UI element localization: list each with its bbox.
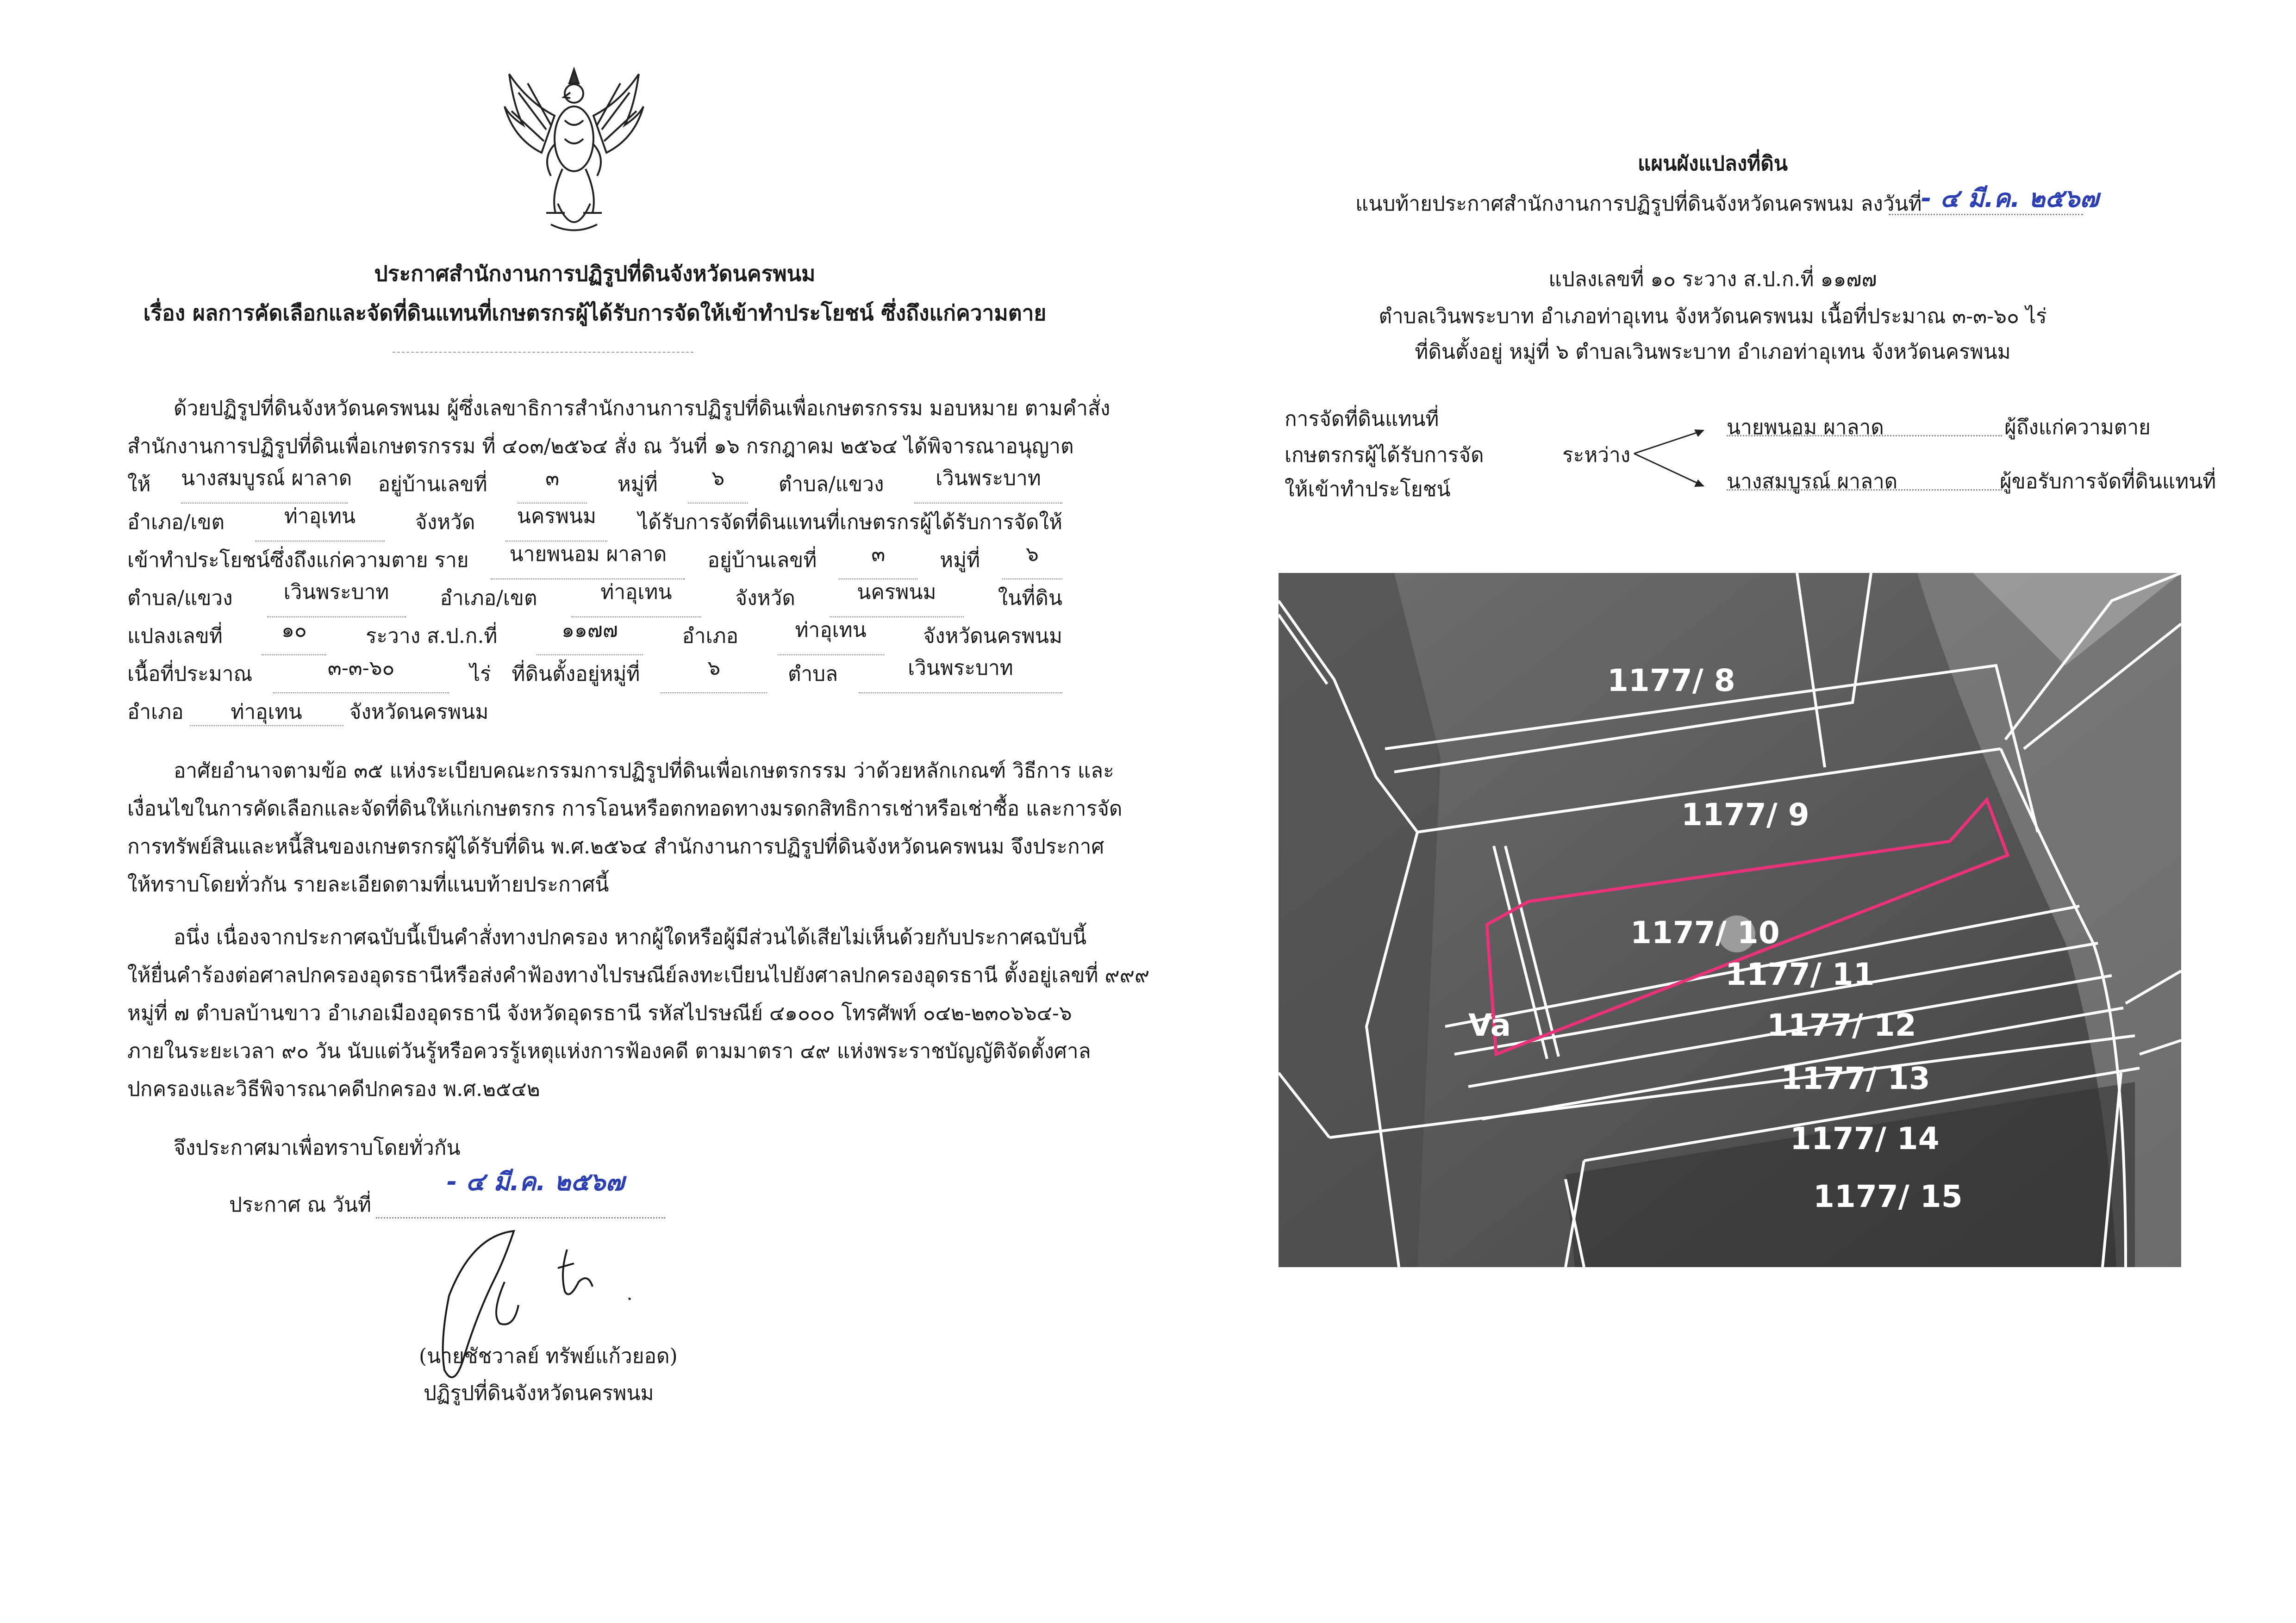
p1-line-7: [127, 617, 1062, 655]
recipient-amphoe: ท่าอุเทน: [255, 504, 385, 541]
p3-line-4: ภายในระยะเวลา ๙๐ วัน นับแต่วันรู้หรือควรรู้เหตุแห่งการฟ้องคดี ตามมาตรา ๔๙ แห่งพระราชบัญญัติจัดตั้งศาล: [127, 1039, 1091, 1063]
aerial-plot-map: [1279, 573, 2181, 1267]
text-segment: หมู่ที่: [940, 548, 980, 572]
p1-line-2: สำนักงานการปฏิรูปที่ดินเพื่อเกษตรกรรม ที่ ๔๐๓/๒๕๖๔ สั่ง ณ วันที่ ๑๖ กรกฎาคม ๒๕๖๔ ได้พิจารณาอนุญาต: [127, 435, 1074, 458]
text-segment: ตำบล/แขวง: [778, 473, 884, 496]
date-handwritten: - ๔ มี.ค. ๒๕๖๗: [447, 1167, 624, 1196]
paragraph-1: [127, 390, 1111, 731]
p2-line-2: เงื่อนไขในการคัดเลือกและจัดที่ดินให้แก่เกษตรกร การโอนหรือตกทอดทางมรดกสิทธิการเช่าหรือเช่าซื้อ และการจัด: [127, 797, 1123, 821]
deceased-moo: ๖: [1002, 541, 1062, 579]
text-segment: อยู่บ้านเลขที่: [707, 548, 817, 572]
announcement-title: ประกาศสำนักงานการปฏิรูปที่ดินจังหวัดนครพนม: [374, 261, 816, 286]
p2-line-3: การทรัพย์สินและหนี้สินของเกษตรกรผู้ได้รับที่ดิน พ.ศ.๒๕๖๔ สำนักงานการปฏิรูปที่ดินจังหวัดนครพนม จึงประกาศ: [127, 835, 1104, 858]
deceased-name: นายพนอม ผาลาด: [491, 541, 685, 579]
plot-label: 1177/ 9: [1681, 797, 1809, 833]
plot-label: 1177/ 10: [1630, 915, 1780, 951]
recipient-moo: ๖: [688, 466, 748, 504]
person-1-role: ผู้ถึงแก่ความตาย: [2004, 416, 2151, 439]
text-segment: ตำบล: [787, 662, 838, 686]
attach-date-handwritten: - ๔ มี.ค. ๒๕๖๗: [1921, 184, 2099, 213]
text-segment: หมู่ที่: [617, 473, 658, 496]
field-patch: [1279, 573, 1441, 1267]
recipient-province: นครพนม: [505, 504, 607, 541]
closing-text: จึงประกาศมาเพื่อทราบโดยทั่วกัน: [174, 1136, 461, 1160]
attach-text: แนบท้ายประกาศสำนักงานการปฏิรูปที่ดินจังหวัดนครพนม ลงวันที่: [1355, 192, 1922, 216]
alloc-label-1: การจัดที่ดินแทนที่: [1285, 407, 1439, 431]
person-2-name: นางสมบูรณ์ ผาลาด: [1727, 470, 1898, 493]
alloc-label-2: เกษตรกรผู้ได้รับการจัด: [1285, 443, 1484, 467]
sheet-number: ๑๑๗๗: [537, 617, 643, 655]
text-segment: ในที่ดิน: [998, 586, 1062, 610]
plot-area: ๓-๓-๖๐: [273, 655, 449, 693]
paragraph-3: [127, 919, 1150, 1108]
plot-amphoe-2: ท่าอุเทน: [190, 699, 343, 726]
text-segment: ที่ดินตั้งอยู่หมู่ที่: [512, 662, 640, 686]
text-segment: อำเภอ/เขต: [127, 510, 225, 534]
plot-line-1: แปลงเลขที่ ๑๐ ระวาง ส.ป.ก.ที่ ๑๑๗๗: [1548, 267, 1877, 291]
between-label: ระหว่าง: [1562, 443, 1631, 467]
recipient-name: นางสมบูรณ์ ผาลาด: [181, 466, 348, 504]
deceased-province: นครพนม: [830, 579, 964, 617]
p1-line-1: ด้วยปฏิรูปที่ดินจังหวัดนครพนม ผู้ซึ่งเลขาธิการสำนักงานการปฏิรูปที่ดินเพื่อเกษตรกรรม มอบหมาย ตามคำสั่ง: [174, 397, 1111, 420]
text-segment: อำเภอ/เขต: [440, 586, 537, 610]
text-segment: แปลงเลขที่: [127, 624, 223, 648]
plot-label: 1177/ 14: [1790, 1121, 1940, 1157]
deceased-amphoe: ท่าอุเทน: [571, 579, 701, 617]
p2-line-4: ให้ทราบโดยทั่วกัน รายละเอียดตามที่แนบท้ายประกาศนี้: [127, 873, 609, 896]
plot-label: 1177/ 13: [1781, 1061, 1930, 1096]
map-title: แผนผังแปลงที่ดิน: [1638, 152, 1788, 175]
recipient-house-no: ๓: [518, 466, 587, 504]
p1-line-8: [127, 655, 1062, 693]
text-segment: ระวาง ส.ป.ก.ที่: [365, 624, 498, 648]
p1-line-9: [127, 693, 1062, 731]
plot-moo: ๖: [661, 655, 767, 693]
plot-label: 1177/ 8: [1607, 663, 1735, 698]
text-segment: อยู่บ้านเลขที่: [378, 473, 487, 496]
branch-arrows-icon: [1629, 417, 1713, 500]
text-segment: ไร่: [469, 662, 491, 686]
plot-number: ๑๐: [262, 617, 326, 655]
plot-label: 1177/ 15: [1813, 1179, 1963, 1214]
alloc-label-3: ให้เข้าทำประโยชน์: [1285, 478, 1451, 501]
text-segment: จังหวัด: [735, 586, 795, 610]
announcement-subject: เรื่อง ผลการคัดเลือกและจัดที่ดินแทนที่เกษตรกรผู้ได้รับการจัดให้เข้าทำประโยชน์ ซึ่งถึงแก่ความตาย: [143, 300, 1047, 325]
plot-label-partial: Va: [1468, 1007, 1511, 1043]
recipient-tambon: เวินพระบาท: [914, 466, 1062, 504]
p1-line-5: [127, 541, 1062, 579]
title-divider: [393, 352, 693, 353]
signer-title: ปฏิรูปที่ดินจังหวัดนครพนม: [424, 1381, 654, 1405]
p3-line-5: ปกครองและวิธีพิจารณาคดีปกครอง พ.ศ.๒๕๔๒: [127, 1077, 540, 1101]
p3-line-1: อนึ่ง เนื่องจากประกาศฉบับนี้เป็นคำสั่งทางปกครอง หากผู้ใดหรือผู้มีส่วนได้เสียไม่เห็นด้วยกับประกาศฉบับนี้: [174, 926, 1087, 949]
text-segment: อำเภอ: [682, 624, 739, 648]
p2-line-1: อาศัยอำนาจตามข้อ ๓๕ แห่งระเบียบคณะกรรมการปฏิรูปที่ดินเพื่อเกษตรกรรม ว่าด้วยหลักเกณฑ์ วิธีการ และ: [174, 759, 1114, 783]
deceased-house-no: ๓: [839, 541, 917, 579]
deceased-tambon: เวินพระบาท: [267, 579, 406, 617]
text-segment: อำเภอ: [127, 700, 184, 724]
date-line: [376, 1217, 665, 1219]
text-segment: จังหวัดนครพนม: [923, 624, 1062, 648]
text-segment: ตำบล/แขวง: [127, 586, 233, 610]
p1-line-3: [127, 466, 1062, 504]
plot-label: 1177/ 12: [1767, 1007, 1916, 1043]
p3-line-2: ให้ยื่นคำร้องต่อศาลปกครองอุดรธานีหรือส่งคำฟ้องทางไปรษณีย์ลงทะเบียนไปยังศาลปกครองอุดรธานี ตั้งอยู่เลขที่ ๙๙๙: [127, 964, 1150, 987]
garuda-emblem-icon: [500, 65, 648, 241]
text-segment: ได้รับการจัดที่ดินแทนที่เกษตรกรผู้ได้รับการจัดให้: [638, 510, 1062, 534]
text-segment: จังหวัด: [415, 510, 475, 534]
date-label: ประกาศ ณ วันที่: [229, 1193, 372, 1217]
person-2-line: [1727, 489, 2002, 491]
p1-line-4: [127, 504, 1062, 541]
text-segment: ให้: [127, 473, 151, 496]
paragraph-2: [127, 752, 1123, 904]
text-segment: เข้าทำประโยชน์ซึ่งถึงแก่ความตาย ราย: [127, 548, 469, 572]
text-segment: จังหวัดนครพนม: [349, 700, 489, 724]
p1-line-6: [127, 579, 1062, 617]
plot-tambon: เวินพระบาท: [859, 655, 1062, 693]
person-1-name: นายพนอม ผาลาด: [1727, 416, 1884, 439]
text-segment: เนื้อที่ประมาณ: [127, 662, 253, 686]
plot-amphoe: ท่าอุเทน: [778, 617, 884, 655]
plot-line-2: ตำบลเวินพระบาท อำเภอท่าอุเทน จังหวัดนครพนม เนื้อที่ประมาณ ๓-๓-๖๐ ไร่: [1379, 305, 2047, 328]
signer-name: (นายชัชวาลย์ ทรัพย์แก้วยอด): [419, 1344, 678, 1368]
person-1-line: [1727, 435, 2002, 436]
person-2-role: ผู้ขอรับการจัดที่ดินแทนที่: [2000, 470, 2216, 493]
plot-line-3: ที่ดินตั้งอยู่ หมู่ที่ ๖ ตำบลเวินพระบาท อำเภอท่าอุเทน จังหวัดนครพนม: [1415, 340, 2011, 364]
plot-label: 1177/ 11: [1725, 957, 1875, 992]
p3-line-3: หมู่ที่ ๗ ตำบลบ้านขาว อำเภอเมืองอุดรธานี จังหวัดอุดรธานี รหัสไปรษณีย์ ๔๑๐๐๐ โทรศัพท์ ๐๔๒-๒๓๐๖๖๔-๖: [127, 1001, 1072, 1025]
